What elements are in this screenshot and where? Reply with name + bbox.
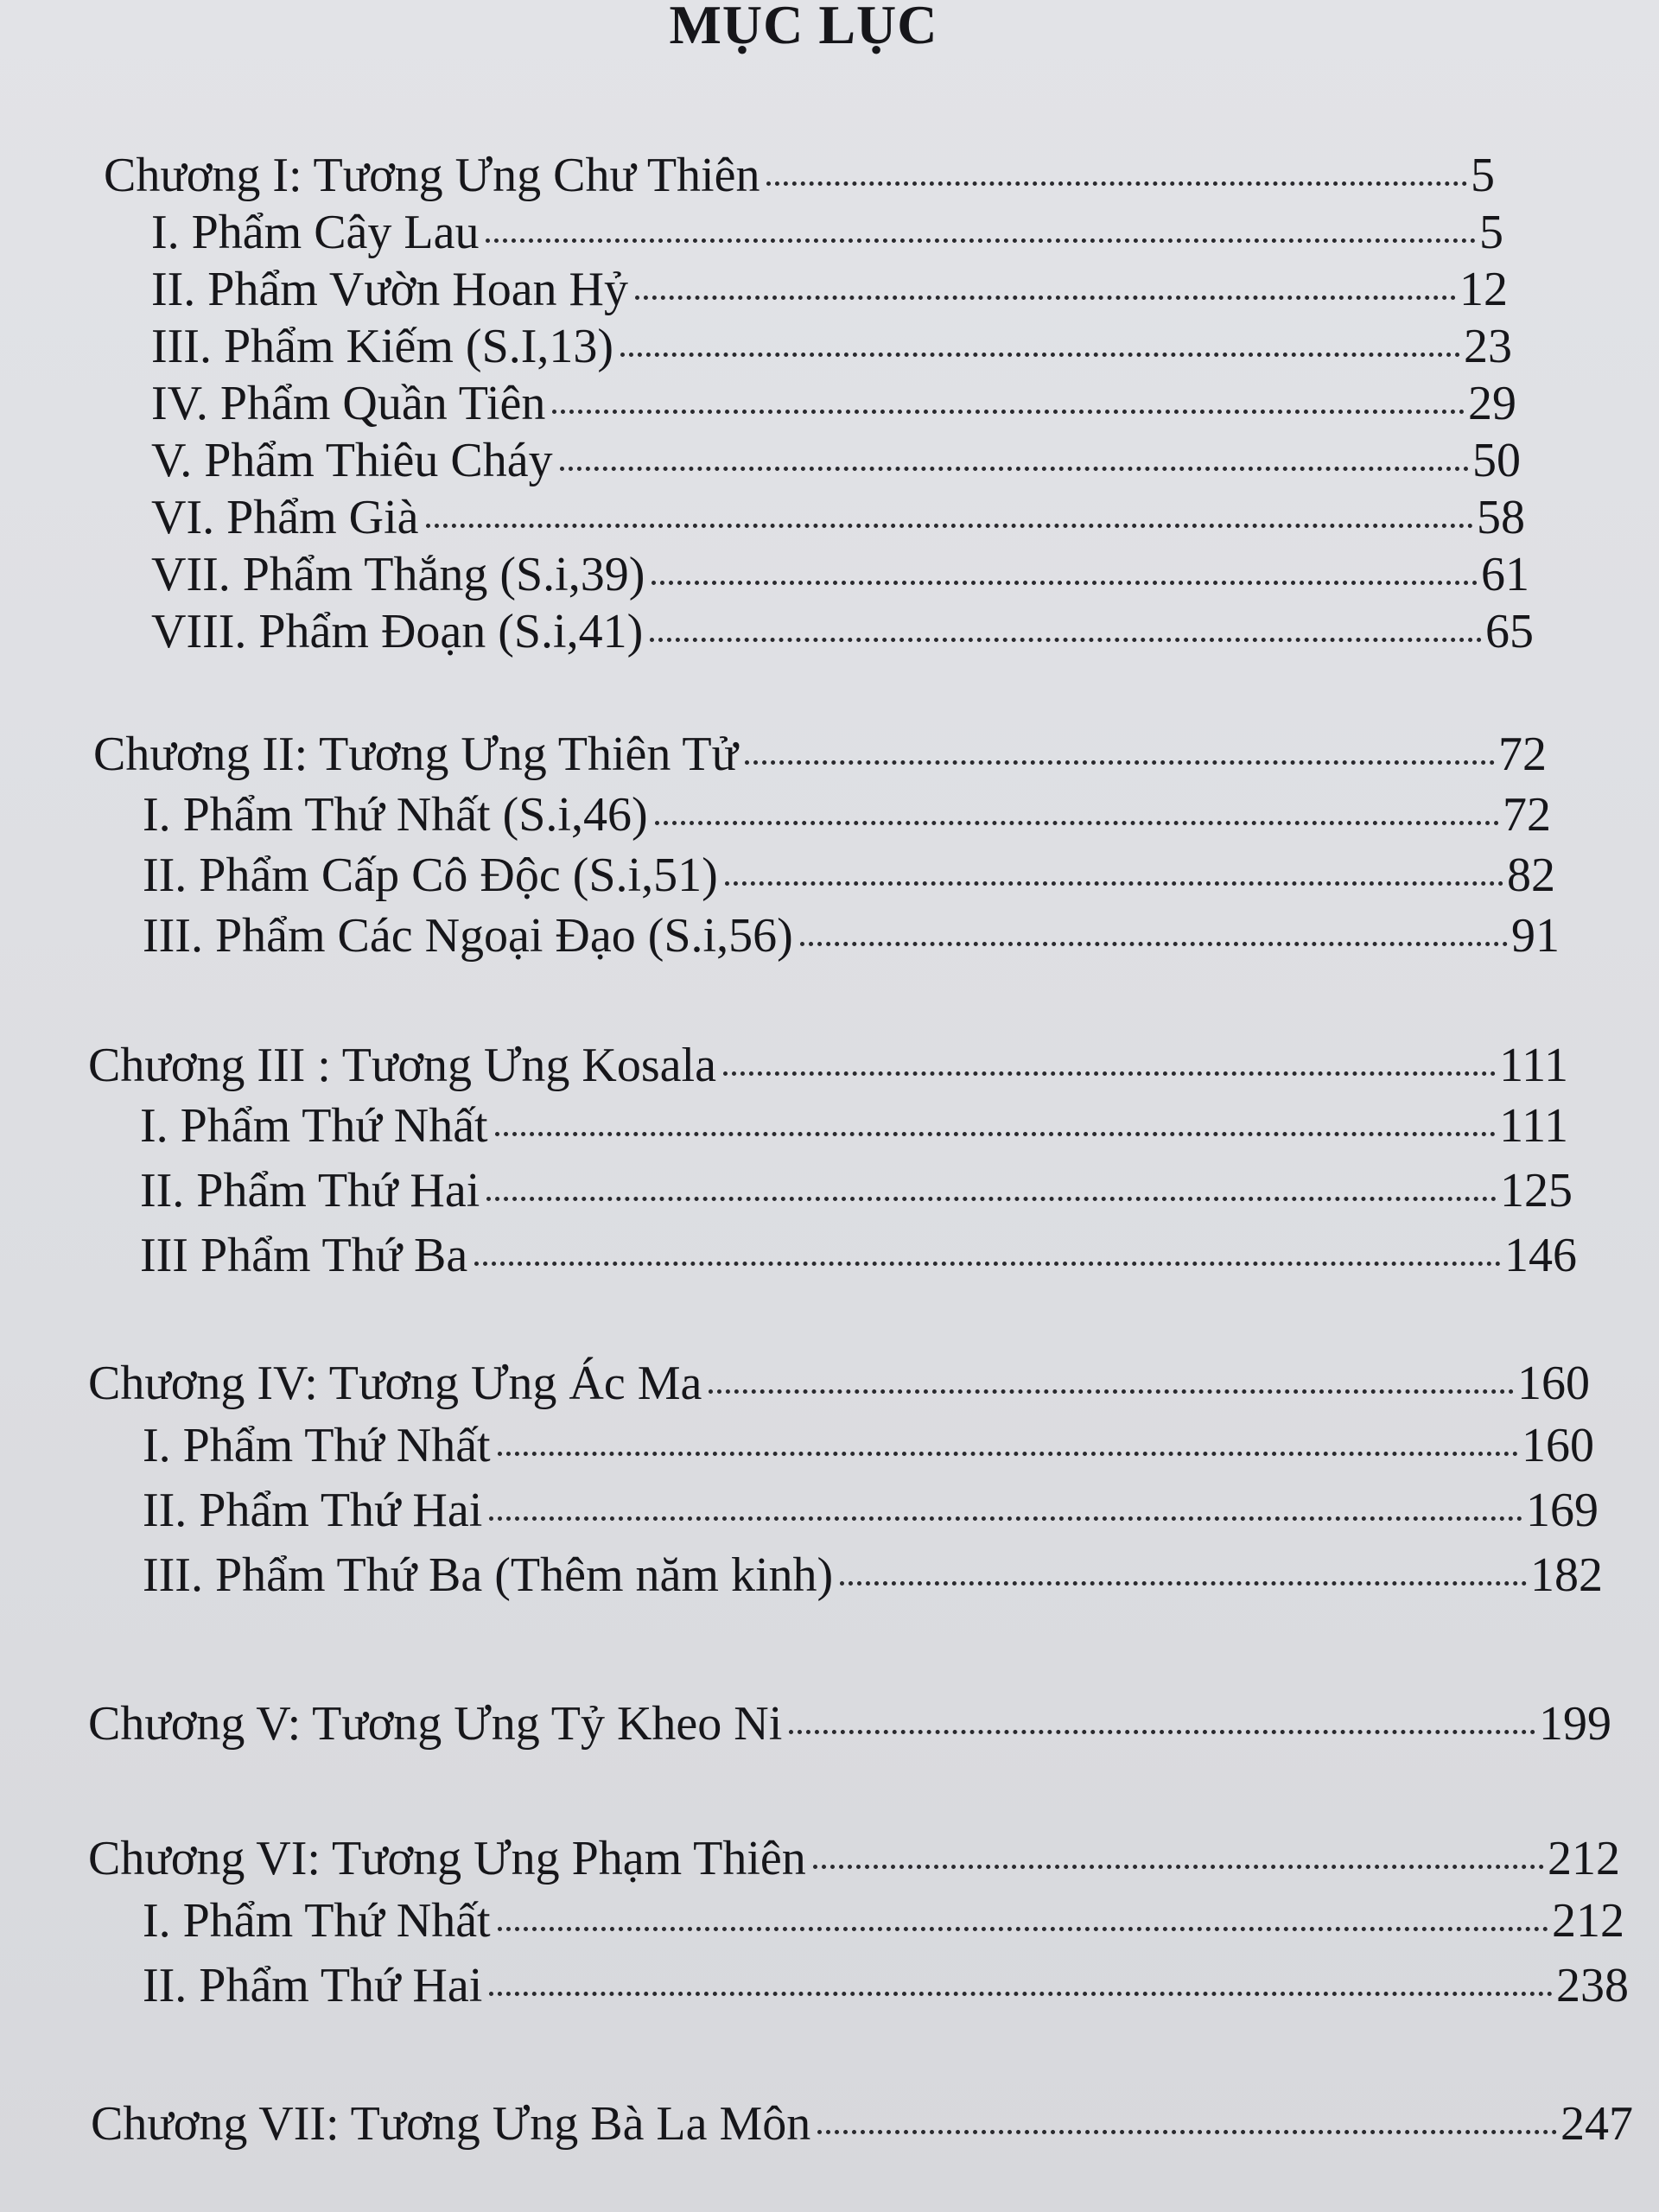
chapter-entry-label: Chương V: Tương Ưng Tỷ Kheo Ni [88,1697,783,1751]
section-entry-label: VI. Phẩm Già [151,491,419,544]
chapter-entry-label: Chương II: Tương Ưng Thiên Tử [93,728,738,781]
chapter-entry-label: Chương VII: Tương Ưng Bà La Môn [91,2097,811,2151]
section-entry-page-number: 50 [1472,434,1521,487]
dot-leader [655,821,1499,825]
section-entry [151,489,1525,546]
section-entry [151,603,1534,660]
dot-leader [560,467,1469,471]
section-entry [143,786,1551,843]
dot-leader [426,524,1473,528]
section-entry [143,847,1555,904]
section-entry-page-number: 5 [1479,206,1503,259]
page-title: MỤC LỤC [669,0,938,55]
section-entry [151,318,1512,375]
section-entry-page-number: 125 [1500,1164,1573,1217]
section-entry-label: V. Phẩm Thiêu Cháy [151,434,553,487]
section-entry-label: I. Phẩm Thứ Nhất [143,1894,491,1948]
section-entry [143,1547,1603,1604]
section-entry [151,204,1503,261]
chapter-entry-page-number: 160 [1517,1357,1590,1410]
section-entry [140,1227,1577,1284]
section-entry-page-number: 12 [1459,263,1508,316]
chapter-entry-page-number: 199 [1539,1697,1611,1751]
chapter-entry [88,1695,1611,1752]
dot-leader [652,581,1478,585]
section-entry [143,1957,1629,2014]
section-entry [143,1892,1624,1949]
chapter-entry-label: Chương VI: Tương Ưng Phạm Thiên [88,1832,806,1885]
dot-leader [800,942,1508,946]
section-entry [151,432,1521,489]
dot-leader [709,1389,1514,1394]
dot-leader [745,760,1495,765]
dot-leader [498,1452,1518,1456]
section-entry-label: II. Phẩm Vườn Hoan Hỷ [151,263,628,316]
dot-leader [498,1927,1548,1931]
section-entry-label: I. Phẩm Thứ Nhất (S.i,46) [143,788,648,842]
section-entry-label: I. Phẩm Thứ Nhất [140,1099,488,1153]
section-entry-page-number: 61 [1481,548,1529,601]
dot-leader [650,638,1482,642]
section-entry [151,261,1508,318]
dot-leader [635,296,1456,300]
section-entry-label: II. Phẩm Thứ Hai [140,1164,480,1217]
chapter-entry-page-number: 72 [1498,728,1547,781]
dot-leader [620,353,1460,357]
dot-leader [813,1865,1544,1869]
section-entry [143,1417,1594,1474]
section-entry-page-number: 238 [1556,1959,1629,2012]
section-entry [143,1482,1599,1539]
chapter-entry-page-number: 212 [1548,1832,1620,1885]
section-entry-label: VII. Phẩm Thắng (S.i,39) [151,548,645,601]
section-entry-label: III. Phẩm Các Ngoại Đạo (S.i,56) [143,909,793,963]
dot-leader [552,410,1465,414]
section-entry-label: VIII. Phẩm Đoạn (S.i,41) [151,605,644,658]
dot-leader [840,1581,1527,1586]
section-entry [140,1162,1573,1219]
chapter-entry [88,1355,1590,1412]
chapter-entry [88,1037,1568,1094]
dot-leader [489,1992,1553,1996]
section-entry-page-number: 212 [1552,1894,1624,1948]
dot-leader [789,1730,1535,1734]
dot-leader [489,1516,1522,1521]
chapter-entry-label: Chương I: Tương Ưng Chư Thiên [104,149,760,202]
section-entry [143,907,1560,964]
section-entry-page-number: 91 [1511,909,1560,963]
dot-leader [474,1262,1501,1266]
chapter-entry-label: Chương IV: Tương Ưng Ác Ma [88,1357,702,1410]
section-entry-page-number: 146 [1504,1229,1577,1282]
dot-leader [817,2130,1557,2134]
section-entry-label: II. Phẩm Cấp Cô Độc (S.i,51) [143,849,718,902]
dot-leader [486,1197,1497,1201]
dot-leader [725,881,1503,886]
section-entry-page-number: 72 [1503,788,1551,842]
section-entry-label: III. Phẩm Thứ Ba (Thêm năm kinh) [143,1548,834,1602]
section-entry-label: I. Phẩm Cây Lau [151,206,480,259]
section-entry-label: IV. Phẩm Quần Tiên [151,377,546,430]
section-entry-label: III. Phẩm Kiếm (S.I,13) [151,320,614,373]
chapter-entry-page-number: 111 [1499,1039,1568,1092]
section-entry-page-number: 111 [1499,1099,1568,1153]
dot-leader [723,1071,1496,1076]
chapter-entry [91,2095,1633,2152]
chapter-entry [93,726,1547,783]
chapter-entry [104,147,1495,204]
dot-leader [486,238,1476,243]
chapter-entry-page-number: 247 [1560,2097,1633,2151]
section-entry [151,375,1516,432]
section-entry-page-number: 65 [1485,605,1534,658]
section-entry-page-number: 82 [1507,849,1555,902]
dot-leader [766,181,1467,186]
chapter-entry [88,1830,1620,1887]
section-entry-page-number: 29 [1468,377,1516,430]
section-entry-page-number: 58 [1477,491,1525,544]
section-entry-page-number: 23 [1464,320,1512,373]
section-entry-label: II. Phẩm Thứ Hai [143,1959,483,2012]
section-entry-label: I. Phẩm Thứ Nhất [143,1419,491,1472]
section-entry-label: III Phẩm Thứ Ba [140,1229,468,1282]
section-entry [151,546,1529,603]
section-entry-page-number: 182 [1530,1548,1603,1602]
dot-leader [495,1132,1497,1136]
section-entry-page-number: 169 [1526,1484,1599,1537]
section-entry [140,1097,1568,1154]
section-entry-page-number: 160 [1522,1419,1594,1472]
chapter-entry-label: Chương III : Tương Ưng Kosala [88,1039,716,1092]
section-entry-label: II. Phẩm Thứ Hai [143,1484,483,1537]
chapter-entry-page-number: 5 [1471,149,1495,202]
